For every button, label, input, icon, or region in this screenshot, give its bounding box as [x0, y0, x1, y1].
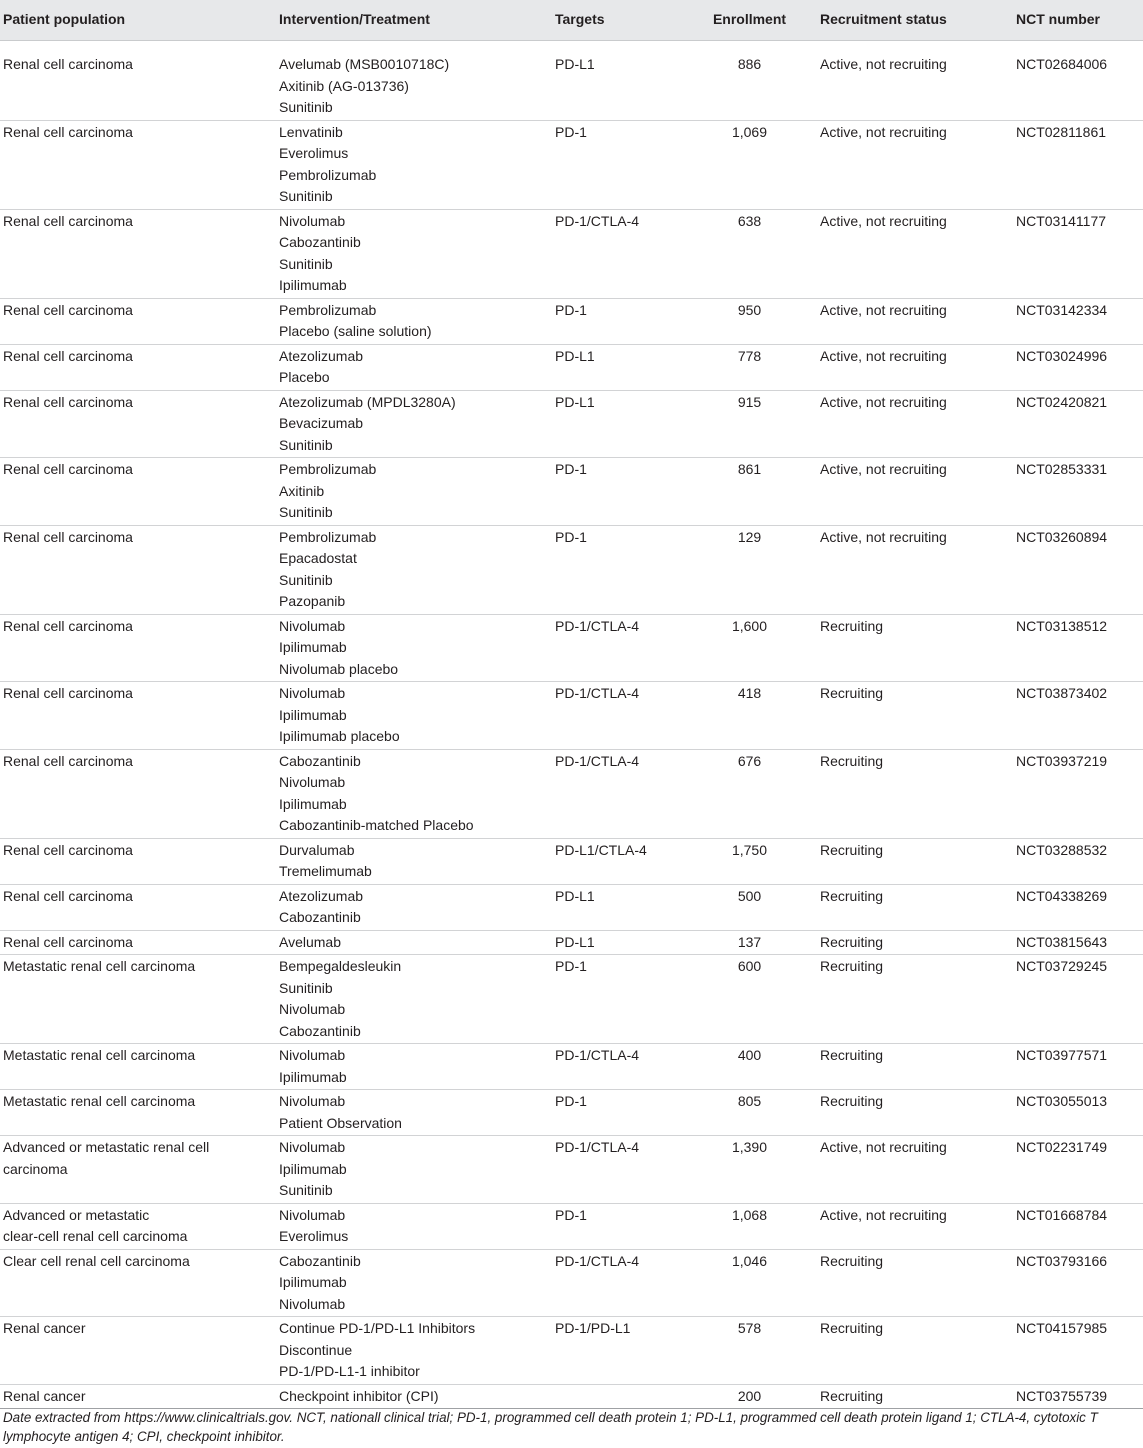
- recruitment-status-cell: Recruiting: [817, 1317, 1013, 1385]
- header-recruitment-status: Recruitment status: [817, 0, 1013, 41]
- targets-cell: PD-1/CTLA-4: [552, 209, 682, 298]
- table-row: [0, 41, 1143, 121]
- patient-population-line: Renal cell carcinoma: [3, 887, 133, 904]
- intervention-item: Lenvatinib: [279, 123, 343, 140]
- enrollment-cell: 1,600: [682, 614, 817, 682]
- recruitment-status-cell: Active, not recruiting: [817, 525, 1013, 614]
- enrollment-cell: 886: [682, 41, 817, 121]
- patient-population-line: Metastatic renal cell carcinoma: [3, 1093, 196, 1109]
- intervention-item: Ipilimumab: [279, 639, 347, 655]
- intervention-item: Sunitinib: [279, 436, 333, 453]
- enrollment-cell: 805: [682, 1090, 817, 1136]
- nct-number-cell: NCT03055013: [1013, 1090, 1143, 1136]
- nct-number-cell: NCT03873402: [1013, 682, 1143, 750]
- intervention-item: Sunitinib: [279, 99, 333, 115]
- patient-population-cell: [0, 458, 276, 526]
- patient-population-line: Metastatic renal cell carcinoma: [3, 958, 196, 974]
- intervention-item: Cabozantinib: [279, 234, 361, 250]
- intervention-item: Sunitinib: [279, 1182, 333, 1198]
- intervention-cell: [276, 390, 552, 458]
- intervention-item: Pembrolizumab: [279, 461, 377, 477]
- table-row: [0, 1203, 1143, 1249]
- patient-population-line: Advanced or metastatic renal cell: [3, 1139, 210, 1155]
- table-row: [0, 298, 1143, 344]
- patient-population-cell: [0, 1203, 276, 1249]
- enrollment-cell: 778: [682, 344, 817, 390]
- intervention-cell: [276, 1203, 552, 1249]
- patient-population-cell: [0, 614, 276, 682]
- patient-population-cell: [0, 1136, 276, 1204]
- recruitment-status-cell: Recruiting: [817, 1384, 1013, 1409]
- intervention-item: Ipilimumab: [279, 1160, 347, 1177]
- patient-population-cell: [0, 749, 276, 838]
- nct-number-cell: NCT02420821: [1013, 390, 1143, 458]
- patient-population-cell: [0, 298, 276, 344]
- recruitment-status-cell: Recruiting: [817, 1044, 1013, 1090]
- recruitment-status-cell: Active, not recruiting: [817, 1203, 1013, 1249]
- targets-cell: PD-L1/CTLA-4: [552, 838, 682, 884]
- intervention-item: Durvalumab: [279, 841, 355, 858]
- intervention-item: Discontinue: [279, 1341, 353, 1358]
- intervention-item: Pembrolizumab: [279, 301, 377, 318]
- patient-population-cell: [0, 344, 276, 390]
- targets-cell: PD-1/CTLA-4: [552, 614, 682, 682]
- patient-population-line: Metastatic renal cell carcinoma: [3, 1047, 196, 1063]
- intervention-cell: [276, 1044, 552, 1090]
- recruitment-status-cell: Recruiting: [817, 614, 1013, 682]
- recruitment-status-cell: Recruiting: [817, 955, 1013, 1044]
- intervention-item: Pazopanib: [279, 593, 346, 609]
- enrollment-cell: 129: [682, 525, 817, 614]
- nct-number-cell: NCT03729245: [1013, 955, 1143, 1044]
- table-footnote: Date extracted from https://www.clinicaltrials.gov. NCT, nationall clinical trial; PD-1, programmed cell death protein 1; PD-L1, programmed cell death protein ligand 1; CTLA-4, cytotoxic T lymphocyte antigen 4; CPI, checkpoint inhibitor.: [3, 1410, 1098, 1444]
- patient-population-line: Renal cell carcinoma: [3, 841, 133, 858]
- patient-population-line: Advanced or metastatic: [3, 1206, 150, 1223]
- table-row: [0, 344, 1143, 390]
- intervention-item: Axitinib: [279, 482, 325, 499]
- patient-population-line: Renal cell carcinoma: [3, 123, 133, 140]
- recruitment-status-cell: Recruiting: [817, 749, 1013, 838]
- patient-population-line: Renal cell carcinoma: [3, 752, 133, 769]
- patient-population-line: Renal cell carcinoma: [3, 212, 133, 229]
- patient-population-cell: [0, 390, 276, 458]
- intervention-item: Sunitinib: [279, 504, 333, 520]
- patient-population-cell: [0, 838, 276, 884]
- intervention-item: Nivolumab: [279, 1139, 346, 1155]
- intervention-item: Nivolumab: [279, 1093, 346, 1109]
- table-row: [0, 1136, 1143, 1204]
- intervention-item: Bempegaldesleukin: [279, 958, 402, 974]
- enrollment-cell: 200: [682, 1384, 817, 1409]
- header-intervention-treatment: Intervention/Treatment: [276, 0, 552, 41]
- table-row: [0, 1317, 1143, 1385]
- patient-population-line: carcinoma: [3, 1160, 68, 1177]
- intervention-item: Cabozantinib: [279, 1022, 361, 1039]
- targets-cell: PD-1/CTLA-4: [552, 1136, 682, 1204]
- nct-number-cell: NCT03937219: [1013, 749, 1143, 838]
- intervention-cell: [276, 930, 552, 955]
- enrollment-cell: 1,390: [682, 1136, 817, 1204]
- intervention-cell: [276, 209, 552, 298]
- intervention-cell: [276, 120, 552, 209]
- patient-population-cell: [0, 930, 276, 955]
- patient-population-cell: [0, 1384, 276, 1409]
- targets-cell: PD-1/PD-L1: [552, 1317, 682, 1385]
- intervention-item: Cabozantinib-matched Placebo: [279, 817, 474, 833]
- targets-cell: PD-1/CTLA-4: [552, 1044, 682, 1090]
- table-body: [0, 41, 1143, 1409]
- intervention-item: Sunitinib: [279, 255, 333, 272]
- nct-number-cell: NCT03755739: [1013, 1384, 1143, 1409]
- intervention-item: Continue PD-1/PD-L1 Inhibitors: [279, 1320, 476, 1336]
- intervention-item: Everolimus: [279, 1228, 349, 1244]
- intervention-item: Cabozantinib: [279, 752, 361, 769]
- enrollment-cell: 861: [682, 458, 817, 526]
- patient-population-line: Renal cancer: [3, 1387, 86, 1404]
- table-row: [0, 614, 1143, 682]
- recruitment-status-cell: Active, not recruiting: [817, 344, 1013, 390]
- targets-cell: PD-1: [552, 1203, 682, 1249]
- table-row: [0, 120, 1143, 209]
- targets-cell: PD-1: [552, 298, 682, 344]
- patient-population-line: Renal cell carcinoma: [3, 617, 133, 634]
- intervention-cell: [276, 749, 552, 838]
- header-enrollment: Enrollment: [682, 0, 817, 41]
- intervention-item: Placebo: [279, 369, 330, 385]
- targets-cell: PD-1: [552, 955, 682, 1044]
- intervention-item: Nivolumab: [279, 212, 346, 229]
- nct-number-cell: NCT03288532: [1013, 838, 1143, 884]
- intervention-item: Ipilimumab placebo: [279, 728, 400, 744]
- patient-population-cell: [0, 1044, 276, 1090]
- intervention-item: Everolimus: [279, 145, 349, 161]
- enrollment-cell: 1,068: [682, 1203, 817, 1249]
- intervention-cell: [276, 525, 552, 614]
- table-row: [0, 1249, 1143, 1317]
- intervention-cell: [276, 838, 552, 884]
- targets-cell: PD-1/CTLA-4: [552, 682, 682, 750]
- intervention-item: Patient Observation: [279, 1114, 402, 1131]
- intervention-item: Epacadostat: [279, 550, 357, 566]
- enrollment-cell: 1,046: [682, 1249, 817, 1317]
- table-row: [0, 458, 1143, 526]
- intervention-cell: [276, 1249, 552, 1317]
- recruitment-status-cell: Active, not recruiting: [817, 1136, 1013, 1204]
- recruitment-status-cell: Active, not recruiting: [817, 209, 1013, 298]
- table-row: [0, 1044, 1143, 1090]
- header-nct-number: NCT number: [1013, 0, 1143, 41]
- enrollment-cell: 137: [682, 930, 817, 955]
- patient-population-line: Renal cell carcinoma: [3, 461, 133, 477]
- intervention-item: Sunitinib: [279, 979, 333, 996]
- intervention-item: Ipilimumab: [279, 1274, 347, 1290]
- enrollment-cell: 600: [682, 955, 817, 1044]
- recruitment-status-cell: Recruiting: [817, 930, 1013, 955]
- recruitment-status-cell: Recruiting: [817, 682, 1013, 750]
- enrollment-cell: 638: [682, 209, 817, 298]
- intervention-cell: [276, 298, 552, 344]
- intervention-cell: [276, 1136, 552, 1204]
- intervention-item: Nivolumab: [279, 1001, 346, 1017]
- table-row: [0, 1384, 1143, 1409]
- intervention-cell: [276, 884, 552, 930]
- targets-cell: PD-L1: [552, 884, 682, 930]
- table-row: [0, 525, 1143, 614]
- header-patient-population: Patient population: [0, 0, 276, 41]
- nct-number-cell: NCT03260894: [1013, 525, 1143, 614]
- intervention-item: Cabozantinib: [279, 909, 361, 925]
- intervention-item: Avelumab (MSB0010718C): [279, 56, 450, 72]
- recruitment-status-cell: Active, not recruiting: [817, 458, 1013, 526]
- recruitment-status-cell: Active, not recruiting: [817, 41, 1013, 121]
- intervention-item: Nivolumab: [279, 1295, 346, 1312]
- patient-population-line: Renal cell carcinoma: [3, 301, 133, 318]
- targets-cell: PD-L1: [552, 344, 682, 390]
- patient-population-line: Renal cancer: [3, 1320, 86, 1336]
- intervention-cell: [276, 344, 552, 390]
- table-row: [0, 955, 1143, 1044]
- patient-population-cell: [0, 1090, 276, 1136]
- targets-cell: PD-1/CTLA-4: [552, 749, 682, 838]
- intervention-item: Sunitinib: [279, 571, 333, 588]
- patient-population-line: Renal cell carcinoma: [3, 528, 133, 545]
- recruitment-status-cell: Recruiting: [817, 838, 1013, 884]
- table-row: [0, 884, 1143, 930]
- intervention-item: Placebo (saline solution): [279, 323, 432, 339]
- recruitment-status-cell: Active, not recruiting: [817, 120, 1013, 209]
- recruitment-status-cell: Active, not recruiting: [817, 298, 1013, 344]
- intervention-item: Pembrolizumab: [279, 528, 377, 545]
- intervention-cell: [276, 614, 552, 682]
- nct-number-cell: NCT03024996: [1013, 344, 1143, 390]
- patient-population-line: Clear cell renal cell carcinoma: [3, 1252, 190, 1269]
- patient-population-line: Renal cell carcinoma: [3, 685, 133, 701]
- intervention-item: Checkpoint inhibitor (CPI): [279, 1387, 439, 1404]
- targets-cell: [552, 1384, 682, 1409]
- patient-population-line: Renal cell carcinoma: [3, 933, 133, 950]
- intervention-item: Atezolizumab (MPDL3280A): [279, 393, 456, 410]
- intervention-item: Pembrolizumab: [279, 166, 377, 183]
- intervention-item: Nivolumab: [279, 617, 346, 634]
- nct-number-cell: NCT03138512: [1013, 614, 1143, 682]
- intervention-cell: [276, 41, 552, 121]
- table-row: [0, 838, 1143, 884]
- patient-population-cell: [0, 884, 276, 930]
- patient-population-cell: [0, 682, 276, 750]
- targets-cell: PD-1: [552, 1090, 682, 1136]
- intervention-item: Nivolumab: [279, 1206, 346, 1223]
- table-row: [0, 682, 1143, 750]
- intervention-item: Ipilimumab: [279, 1068, 347, 1085]
- targets-cell: PD-1: [552, 458, 682, 526]
- table-row: [0, 1090, 1143, 1136]
- intervention-cell: [276, 458, 552, 526]
- enrollment-cell: 418: [682, 682, 817, 750]
- recruitment-status-cell: Recruiting: [817, 1090, 1013, 1136]
- nct-number-cell: NCT03142334: [1013, 298, 1143, 344]
- intervention-item: Nivolumab: [279, 774, 346, 790]
- targets-cell: PD-1: [552, 120, 682, 209]
- patient-population-cell: [0, 1249, 276, 1317]
- intervention-cell: [276, 955, 552, 1044]
- intervention-item: Atezolizumab: [279, 347, 364, 364]
- intervention-item: Ipilimumab: [279, 277, 347, 293]
- intervention-cell: [276, 682, 552, 750]
- intervention-item: Ipilimumab: [279, 795, 347, 812]
- nct-number-cell: NCT04157985: [1013, 1317, 1143, 1385]
- table-row: [0, 390, 1143, 458]
- enrollment-cell: 950: [682, 298, 817, 344]
- nct-number-cell: NCT02684006: [1013, 41, 1143, 121]
- intervention-item: Tremelimumab: [279, 863, 372, 879]
- intervention-item: PD-1/PD-L1-1 inhibitor: [279, 1363, 420, 1379]
- patient-population-cell: [0, 955, 276, 1044]
- targets-cell: PD-1: [552, 525, 682, 614]
- patient-population-cell: [0, 209, 276, 298]
- targets-cell: PD-1/CTLA-4: [552, 1249, 682, 1317]
- intervention-item: Atezolizumab: [279, 887, 364, 904]
- nct-number-cell: NCT04338269: [1013, 884, 1143, 930]
- patient-population-cell: [0, 120, 276, 209]
- intervention-item: Avelumab: [279, 933, 342, 950]
- targets-cell: PD-L1: [552, 41, 682, 121]
- patient-population-cell: [0, 41, 276, 121]
- patient-population-line: Renal cell carcinoma: [3, 393, 133, 410]
- table-row: [0, 930, 1143, 955]
- intervention-cell: [276, 1384, 552, 1409]
- table-row: [0, 749, 1143, 838]
- enrollment-cell: 400: [682, 1044, 817, 1090]
- enrollment-cell: 500: [682, 884, 817, 930]
- enrollment-cell: 1,750: [682, 838, 817, 884]
- nct-number-cell: NCT03977571: [1013, 1044, 1143, 1090]
- patient-population-cell: [0, 525, 276, 614]
- patient-population-cell: [0, 1317, 276, 1385]
- nct-number-cell: NCT03793166: [1013, 1249, 1143, 1317]
- patient-population-line: Renal cell carcinoma: [3, 347, 133, 364]
- header-targets: Targets: [552, 0, 682, 41]
- patient-population-line: clear-cell renal cell carcinoma: [3, 1228, 188, 1244]
- intervention-item: Sunitinib: [279, 188, 333, 204]
- nct-number-cell: NCT01668784: [1013, 1203, 1143, 1249]
- recruitment-status-cell: Recruiting: [817, 884, 1013, 930]
- intervention-cell: [276, 1317, 552, 1385]
- intervention-item: Bevacizumab: [279, 415, 364, 431]
- intervention-item: Nivolumab: [279, 1047, 346, 1063]
- nct-number-cell: NCT02231749: [1013, 1136, 1143, 1204]
- targets-cell: PD-L1: [552, 390, 682, 458]
- intervention-item: Nivolumab: [279, 685, 346, 701]
- nct-number-cell: NCT02853331: [1013, 458, 1143, 526]
- intervention-item: Axitinib (AG-013736): [279, 77, 409, 94]
- intervention-item: Ipilimumab: [279, 706, 347, 723]
- table-header: [0, 0, 1143, 41]
- intervention-item: Nivolumab placebo: [279, 660, 399, 677]
- patient-population-line: Renal cell carcinoma: [3, 56, 133, 72]
- table-row: [0, 209, 1143, 298]
- recruitment-status-cell: Recruiting: [817, 1249, 1013, 1317]
- enrollment-cell: 915: [682, 390, 817, 458]
- recruitment-status-cell: Active, not recruiting: [817, 390, 1013, 458]
- enrollment-cell: 676: [682, 749, 817, 838]
- intervention-item: Cabozantinib: [279, 1252, 361, 1269]
- intervention-cell: [276, 1090, 552, 1136]
- enrollment-cell: 1,069: [682, 120, 817, 209]
- nct-number-cell: NCT03815643: [1013, 930, 1143, 955]
- enrollment-cell: 578: [682, 1317, 817, 1385]
- nct-number-cell: NCT02811861: [1013, 120, 1143, 209]
- nct-number-cell: NCT03141177: [1013, 209, 1143, 298]
- header-row: [0, 0, 1143, 41]
- targets-cell: PD-L1: [552, 930, 682, 955]
